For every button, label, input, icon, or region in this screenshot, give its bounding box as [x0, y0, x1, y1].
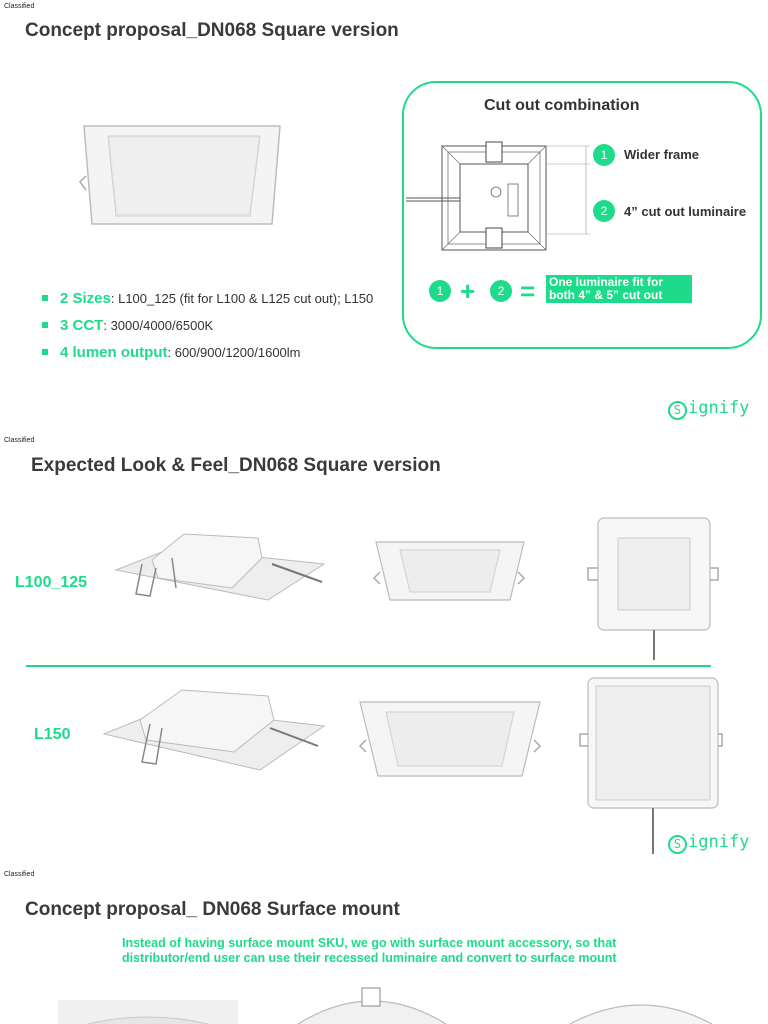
- cutout-title: Cut out combination: [484, 97, 640, 114]
- surface-mount-note: Instead of having surface mount SKU, we go with surface mount accessory, so that distributor/end user can use their recessed luminaire and convert to surface mount: [122, 936, 617, 965]
- luminaire-top-view-image: [578, 676, 724, 856]
- feature-key: 3 CCT: [60, 317, 104, 334]
- plus-icon: +: [460, 276, 476, 306]
- bullet-square-icon: [42, 322, 48, 328]
- number-badge-1: 1: [429, 280, 451, 302]
- square-panel-image: [78, 118, 286, 230]
- classified-label: Classified: [4, 437, 35, 444]
- feature-value: : 600/900/1200/1600lm: [167, 345, 301, 360]
- row-label-l150: L150: [34, 726, 71, 743]
- luminaire-back-view-image: [100, 686, 326, 776]
- signify-logo-icon: S ignify: [668, 832, 749, 853]
- slide-title: Expected Look & Feel_DN068 Square version: [31, 455, 441, 476]
- classified-label: Classified: [4, 3, 35, 10]
- cutout-drawing: [404, 140, 594, 258]
- list-item: [42, 344, 373, 361]
- row-divider: [26, 665, 711, 667]
- slide-title: Concept proposal_DN068 Square version: [25, 20, 399, 41]
- luminaire-top-view-image: [584, 516, 720, 662]
- number-badge-1: 1: [593, 144, 615, 166]
- classified-label: Classified: [4, 871, 35, 878]
- cutout-luminaire-label: 4” cut out luminaire: [624, 204, 747, 219]
- bullet-square-icon: [42, 349, 48, 355]
- bullet-square-icon: [42, 295, 48, 301]
- equals-icon: =: [520, 276, 536, 306]
- slide-title: Concept proposal_ DN068 Surface mount: [25, 899, 400, 920]
- feature-list: [42, 290, 373, 371]
- luminaire-front-view-image: [370, 536, 530, 604]
- row-label-l100: L100_125: [15, 574, 88, 591]
- signify-logo-icon: S ignify: [668, 398, 749, 419]
- result-text: One luminaire fit for both 4” & 5” cut out: [546, 275, 692, 303]
- wider-frame-label: Wider frame: [624, 147, 700, 162]
- number-badge-2: 2: [593, 200, 615, 222]
- surface-mount-image: [292, 984, 452, 1024]
- feature-value: : L100_125 (fit for L100 & L125 cut out); L150: [110, 291, 374, 306]
- number-badge-2: 2: [490, 280, 512, 302]
- feature-key: 2 Sizes: [60, 290, 111, 307]
- surface-mount-image: [58, 1000, 238, 1024]
- feature-key: 4 lumen output: [60, 344, 168, 361]
- list-item: [42, 290, 373, 307]
- list-item: [42, 317, 373, 334]
- feature-value: : 3000/4000/6500K: [103, 318, 214, 333]
- luminaire-front-view-image: [356, 694, 544, 780]
- surface-mount-image: [566, 990, 716, 1024]
- luminaire-back-view-image: [112, 530, 326, 606]
